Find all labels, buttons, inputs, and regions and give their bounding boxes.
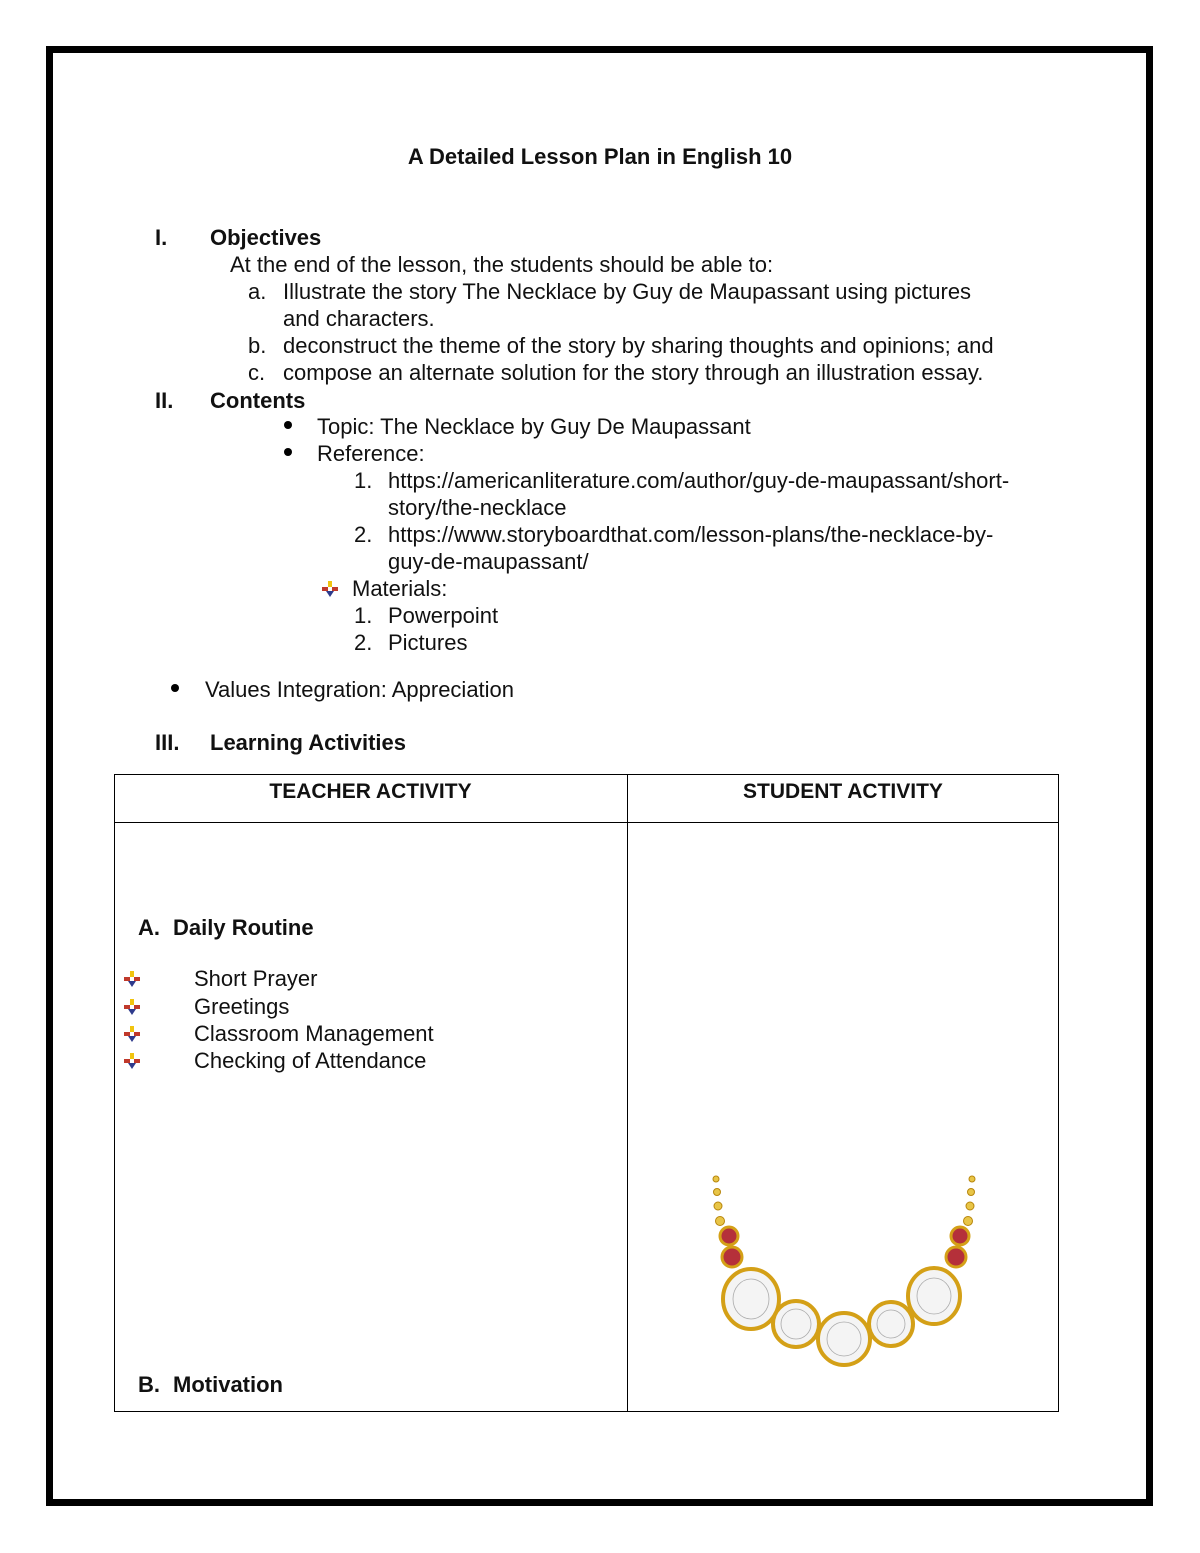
- contents-reference-label: Reference:: [317, 441, 425, 466]
- objective-text: Illustrate the story The Necklace by Guy de Maupassant using pictures: [283, 279, 972, 304]
- four-way-arrow-bullet-icon: [124, 971, 140, 987]
- column-header-student: STUDENT ACTIVITY: [743, 780, 943, 803]
- section-heading-contents: Contents: [210, 388, 306, 413]
- contents-materials-label: Materials:: [352, 576, 448, 601]
- bullet-icon: [284, 421, 292, 429]
- list-marker: 1.: [354, 603, 373, 628]
- reference-link[interactable]: guy-de-maupassant/: [388, 549, 589, 574]
- objectives-intro: At the end of the lesson, the students should be able to:: [230, 252, 774, 277]
- section-heading-objectives: Objectives: [210, 225, 322, 250]
- list-marker: B.: [138, 1372, 160, 1397]
- four-way-arrow-bullet-icon: [124, 1026, 140, 1042]
- four-way-arrow-bullet-icon: [124, 1053, 140, 1069]
- list-marker: b.: [248, 333, 267, 358]
- bullet-icon: [284, 448, 292, 456]
- routine-item: Checking of Attendance: [194, 1048, 427, 1073]
- objective-text: deconstruct the theme of the story by sharing thoughts and opinions; and: [283, 333, 994, 358]
- list-marker: 2.: [354, 522, 373, 547]
- section-numeral: II.: [155, 388, 174, 413]
- motivation-heading: Motivation: [173, 1372, 283, 1397]
- necklace-illustration: [704, 1174, 984, 1379]
- activities-table: [114, 774, 1059, 1412]
- objective-text: and characters.: [283, 306, 435, 331]
- section-numeral: III.: [155, 730, 180, 755]
- values-integration: Values Integration: Appreciation: [205, 677, 515, 702]
- routine-item: Greetings: [194, 994, 290, 1019]
- material-item: Pictures: [388, 630, 468, 655]
- material-item: Powerpoint: [388, 603, 499, 628]
- section-heading-learning-activities: Learning Activities: [210, 730, 407, 755]
- list-marker: 1.: [354, 468, 373, 493]
- reference-link[interactable]: story/the-necklace: [388, 495, 567, 520]
- column-header-teacher: TEACHER ACTIVITY: [269, 780, 472, 803]
- bullet-icon: [171, 684, 179, 692]
- contents-topic: Topic: The Necklace by Guy De Maupassant: [317, 414, 751, 439]
- daily-routine-heading: Daily Routine: [173, 915, 314, 940]
- list-marker: 2.: [354, 630, 373, 655]
- four-way-arrow-bullet-icon: [124, 999, 140, 1015]
- objective-text: compose an alternate solution for the story through an illustration essay.: [283, 360, 984, 385]
- list-marker: A.: [138, 915, 160, 940]
- list-marker: a.: [248, 279, 267, 304]
- page-title: A Detailed Lesson Plan in English 10: [407, 144, 793, 169]
- routine-item: Classroom Management: [194, 1021, 434, 1046]
- reference-link[interactable]: https://www.storyboardthat.com/lesson-plans/the-necklace-by-: [388, 522, 994, 547]
- routine-item: Short Prayer: [194, 966, 318, 991]
- section-numeral: I.: [155, 225, 168, 250]
- reference-link[interactable]: https://americanliterature.com/author/guy-de-maupassant/short-: [388, 468, 1010, 493]
- four-way-arrow-bullet-icon: [322, 581, 338, 597]
- list-marker: c.: [248, 360, 266, 385]
